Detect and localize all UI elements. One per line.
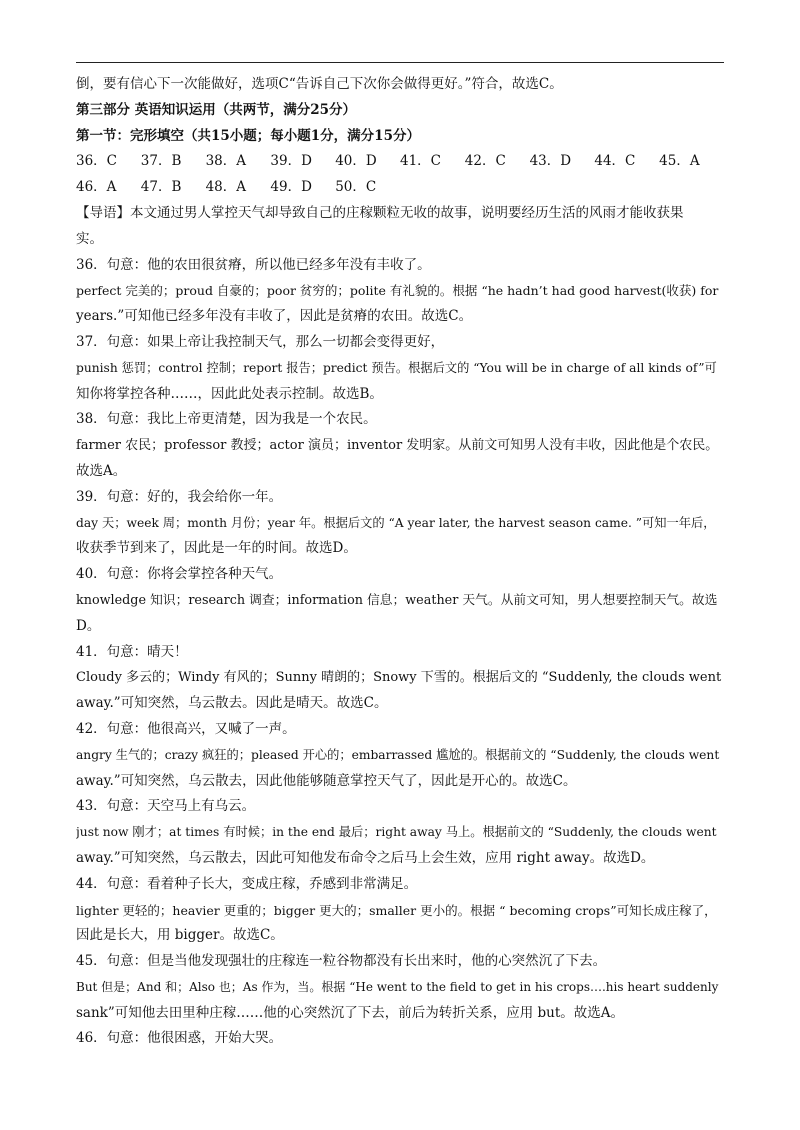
document-body [76, 72, 724, 1052]
answer-item: 39．D [270, 153, 312, 170]
explanation-heading: 38．句意：我比上帝更清楚，因为我是一个农民。 [76, 411, 377, 428]
answer-item: 41．C [399, 153, 441, 170]
explanation-heading: 43．句意：天空马上有乌云。 [76, 798, 256, 815]
explanation-heading: 39．句意：好的，我会给你一年。 [76, 488, 283, 505]
answer-item: 38．A [205, 153, 247, 170]
explanation-line: D。 [76, 617, 101, 634]
explanation-line: angry 生气的；crazy 疯狂的；pleased 开心的；embarrassed 尴尬的。根据前文的 “Suddenly, the clouds went [76, 747, 720, 762]
explanation-line: just now 刚才；at times 有时候；in the end 最后；right away 马上。根据前文的 “Suddenly, the clouds went [76, 825, 717, 840]
explanation-line: years.”可知他已经多年没有丰收了，因此是贫瘠的农田。故选C。 [76, 308, 473, 325]
explanation-heading: 40．句意：你将会掌控各种天气。 [76, 566, 283, 583]
part-title: 第三部分 英语知识运用（共两节，满分25分） [76, 101, 356, 118]
answer-item: 47．B [140, 179, 182, 196]
explanation-line: lighter 更轻的；heavier 更重的；bigger 更大的；smaller 更小的。根据 “ becoming crops”可知长成庄稼了， [76, 902, 717, 918]
explanation-item [76, 872, 724, 949]
explanation-line: sank”可知他去田里种庄稼……他的心突然沉了下去，前后为转折关系，应用 but。故选A。 [76, 1004, 625, 1021]
header-rule [76, 62, 724, 63]
answer-item: 48．A [205, 179, 247, 196]
explanation-item [76, 485, 724, 562]
explanation-item [76, 562, 724, 639]
answer-item: 50．C [335, 179, 377, 196]
explanation-line: But 但是；And 和；Also 也；As 作为，当。根据 “He went to the field to get in his crops….his heart suddenly [76, 979, 719, 994]
explanation-heading: 42．句意：他很高兴，又喊了一声。 [76, 720, 296, 737]
answer-item: 43．D [529, 153, 572, 170]
answer-item: 44．C [594, 153, 636, 170]
answer-key-row [76, 149, 724, 175]
explanation-line: 知你将掌控各种……，因此此处表示控制。故选B。 [76, 385, 383, 402]
explanation-item [76, 330, 724, 407]
answer-item: 42．C [464, 153, 506, 170]
answer-key-row [76, 175, 724, 201]
answer-item: 40．D [335, 153, 377, 170]
intro-line: 倒，要有信心下一次能做好，选项C“告诉自己下次你会做得更好。”符合，故选C。 [76, 76, 563, 92]
explanation-line: away.”可知突然，乌云散去，因此可知他发布命令之后马上会生效，应用 right away。故选D。 [76, 849, 655, 866]
explanation-heading: 45．句意：但是当他发现强壮的庄稼连一粒谷物都没有长出来时，他的心突然沉了下去。 [76, 953, 607, 970]
answer-item: 36．C [76, 153, 118, 170]
explanation-line: 收获季节到来了，因此是一年的时间。故选D。 [76, 540, 357, 557]
explanation-item [76, 407, 724, 484]
explanation-line: away.”可知突然，乌云散去。因此是晴天。故选C。 [76, 695, 388, 712]
guide-line: 【导语】本文通过男人掌控天气却导致自己的庄稼颗粒无收的故事，说明要经历生活的风雨才能收获果 [76, 204, 684, 221]
explanation-item [76, 949, 724, 1026]
explanation-heading: 46．句意：他很困惑，开始大哭。 [76, 1030, 283, 1047]
explanation-line: farmer 农民；professor 教授；actor 演员；inventor 发明家。从前文可知男人没有丰收，因此他是个农民。 [76, 438, 719, 454]
guide-line: 实。 [76, 230, 103, 247]
answer-item: 37．B [140, 153, 182, 170]
explanation-item [76, 1026, 724, 1052]
explanation-line: away.”可知突然，乌云散去，因此他能够随意掌控天气了，因此是开心的。故选C。 [76, 772, 577, 789]
explanation-heading: 41．句意：晴天！ [76, 643, 188, 660]
explanation-heading: 37．句意：如果上帝让我控制天气，那么一切都会变得更好， [76, 333, 445, 350]
answer-item: 45．A [659, 153, 700, 170]
explanation-item [76, 794, 724, 871]
explanation-line: perfect 完美的；proud 自豪的；poor 贫穷的；polite 有礼貌的。根据 “he hadn’t had good harvest(收获) for [76, 283, 719, 299]
explanation-line: Cloudy 多云的；Windy 有风的；Sunny 晴朗的；Snowy 下雪的。根据后文的 “Suddenly, the clouds went [76, 670, 722, 686]
explanation-item [76, 640, 724, 717]
explanation-line: day 天；week 周；month 月份；year 年。根据后文的 “A year later, the harvest season came. ”可知一年后， [76, 515, 716, 530]
explanations [76, 253, 724, 1053]
section-title: 第一节：完形填空（共15小题；每小题1分，满分15分） [76, 127, 420, 144]
explanation-line: 因此是长大，用 bigger。故选C。 [76, 927, 284, 944]
explanation-heading: 36．句意：他的农田很贫瘠，所以他已经多年没有丰收了。 [76, 256, 431, 273]
answer-item: 49．D [270, 179, 312, 196]
explanation-line: punish 惩罚；control 控制；report 报告；predict 预告。根据后文的 “You will be in charge of all kinds of”可 [76, 360, 717, 375]
explanation-item [76, 253, 724, 330]
explanation-item [76, 717, 724, 794]
explanation-heading: 44．句意：看着种子长大，变成庄稼，乔感到非常满足。 [76, 875, 418, 892]
explanation-line: 故选A。 [76, 462, 127, 479]
explanation-line: knowledge 知识；research 调查；information 信息；weather 天气。从前文可知，男人想要控制天气。故选 [76, 592, 718, 608]
answer-item: 46．A [76, 179, 117, 196]
